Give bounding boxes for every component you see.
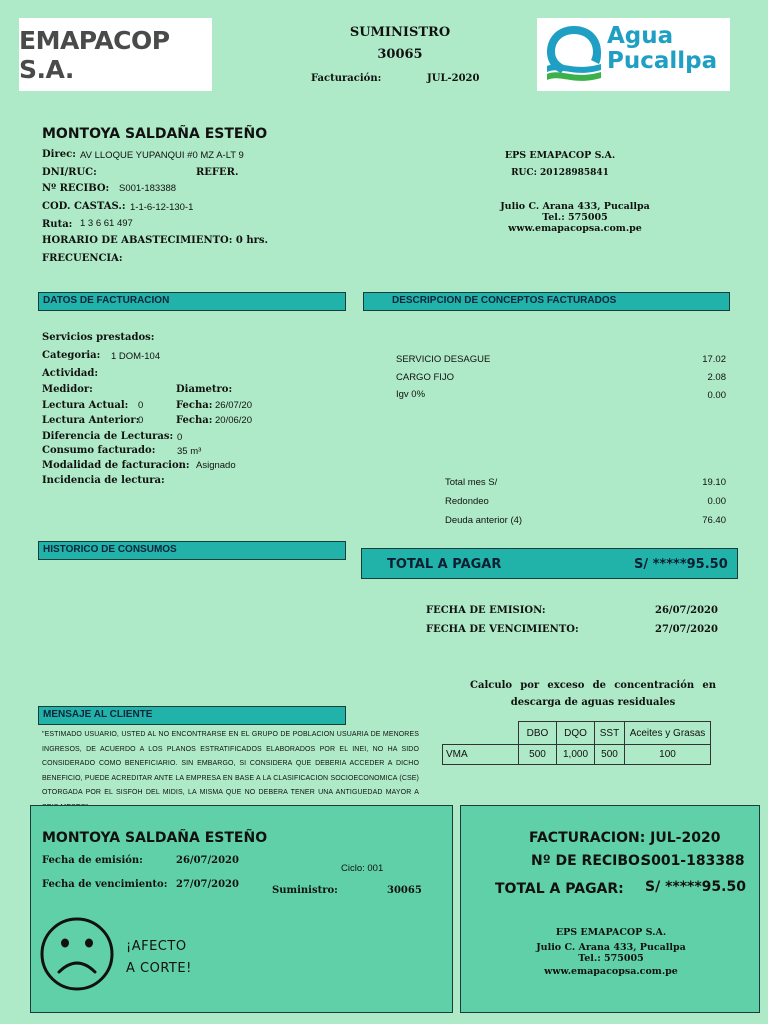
concept-value: 2.08 (707, 372, 726, 383)
stub-company-name: EPS EMAPACOP S.A. (555, 927, 667, 938)
fecha-anterior-value: 20/06/20 (215, 415, 252, 426)
recibo-label: Nº RECIBO: (42, 183, 110, 194)
fecha-anterior-label: Fecha: (176, 415, 213, 426)
section-historico-consumos: HISTORICO DE CONSUMOS (38, 541, 346, 560)
facturacion-label: Facturación: (311, 73, 382, 84)
castas-value: 1-1-6-12-130-1 (130, 202, 194, 213)
stub-total-value: S/ *****95.50 (645, 879, 746, 895)
fecha-actual-label: Fecha: (176, 400, 213, 411)
fecha-emision-value: 26/07/2020 (655, 605, 718, 616)
company-ruc: RUC: 20128985841 (511, 168, 609, 178)
vma-value-cell: 500 (595, 745, 625, 765)
lectura-anterior-value: 0 (138, 415, 144, 426)
modalidad-value: Asignado (196, 460, 236, 471)
redondeo-label: Redondeo (445, 496, 489, 507)
vma-header-cell: DQO (557, 722, 595, 745)
stub-facturacion: FACTURACION: JUL-2020 (529, 830, 721, 846)
direc-value: AV LLOQUE YUPANQUI #0 MZ A-LT 9 (80, 150, 244, 161)
vma-header-row (443, 722, 711, 745)
stub-emision-value: 26/07/2020 (176, 855, 239, 866)
medidor-label: Medidor: (42, 384, 93, 395)
stub-vencimiento-value: 27/07/2020 (176, 879, 239, 890)
fecha-emision-label: FECHA DE EMISION: (426, 605, 546, 616)
section-descripcion-conceptos: DESCRIPCION DE CONCEPTOS FACTURADOS (363, 292, 730, 311)
afecto-corte-warning (126, 936, 192, 980)
castas-label: COD. CASTAS.: (42, 201, 126, 212)
vma-row-label: VMA (443, 745, 519, 765)
vma-value-cell: 500 (519, 745, 557, 765)
diferencia-label: Diferencia de Lecturas: (42, 431, 174, 442)
vma-value-cell: 100 (625, 745, 711, 765)
deuda-anterior-value: 76.40 (702, 515, 726, 526)
vma-header-cell: DBO (519, 722, 557, 745)
concept-label: Igv 0% (396, 389, 426, 400)
stub-recibo-value: S001-183388 (641, 853, 745, 869)
vma-header-cell: SST (595, 722, 625, 745)
vma-value-row (443, 745, 711, 765)
stub-company-address: Julio C. Arana 433, Pucallpa (536, 942, 686, 953)
fecha-actual-value: 26/07/20 (215, 400, 252, 411)
vma-header-cell: Aceites y Grasas (625, 722, 711, 745)
incidencia-label: Incidencia de lectura: (42, 475, 165, 486)
actividad-label: Actividad: (42, 368, 99, 379)
suministro-label: SUMINISTRO (349, 25, 451, 40)
ruta-value: 1 3 6 61 497 (80, 218, 133, 229)
stub-ciclo: Ciclo: 001 (341, 863, 384, 874)
concept-value: 17.02 (702, 354, 726, 365)
vma-value-cell: 1,000 (557, 745, 595, 765)
diferencia-value: 0 (177, 432, 183, 443)
refer-label: REFER. (196, 167, 239, 178)
stub-total-label: TOTAL A PAGAR: (495, 881, 624, 897)
stub-company-info (461, 927, 761, 977)
direc-label: Direc: (42, 149, 76, 160)
afecto-line2: A CORTE! (126, 961, 192, 976)
deuda-anterior-label: Deuda anterior (4) (445, 515, 523, 526)
stub-recibo-label: Nº DE RECIBO: (531, 853, 646, 869)
ruta-label: Ruta: (42, 219, 73, 230)
stub-company-web: www.emapacopsa.com.pe (544, 966, 678, 977)
consumo-value: 35 m³ (177, 446, 202, 457)
vma-empty-cell (443, 722, 519, 745)
modalidad-label: Modalidad de facturacion: (42, 460, 190, 471)
agua-pucallpa-logo (537, 18, 730, 91)
supply-header (300, 22, 500, 66)
company-address: Julio C. Arana 433, Pucallpa (500, 201, 650, 212)
vma-table (442, 721, 711, 765)
stub-emision-label: Fecha de emisión: (42, 855, 143, 866)
stub-company-tel: Tel.: 575005 (578, 953, 644, 964)
total-a-pagar-label: TOTAL A PAGAR (387, 557, 502, 572)
total-a-pagar-bar (361, 548, 738, 579)
concept-label: SERVICIO DESAGUE (396, 354, 491, 365)
stub-suministro-label: Suministro: (272, 885, 338, 896)
calculo-title-line2: descarga de aguas residuales (510, 697, 676, 708)
consumo-label: Consumo facturado: (42, 445, 156, 456)
categoria-label: Categoria: (42, 350, 101, 361)
fecha-vencimiento-value: 27/07/2020 (655, 624, 718, 635)
mensaje-cliente-text: "ESTIMADO USUARIO, USTED AL NO ENCONTRARSE EN EL GRUPO DE POBLACION USUARIA DE MENORES INGRESOS, DE ACUERDO A LOS PLANOS ESTRATIFICADOS ELABORADOS POR EL INEI, NO HA SIDO CONSIDERADO COMO BENEFICIARIO. SIN EMBARGO, SI CONSIDERA QUE DEBERIA ACCEDER A DICHO BENEFICIO, PUEDE ACREDITAR ANTE LA EMPRESA EN BASE A LA CLASIFICACION SOCIOECONOMICA (CSE) OTORGADA POR EL SISFOH DEL MIDIS, LA MISMA QUE NO DEBERA TENER UNA ANTIGUEDAD MAYOR A (42, 731, 419, 796)
lectura-actual-label: Lectura Actual: (42, 400, 129, 411)
stub-left (30, 805, 453, 1013)
diametro-label: Diametro: (176, 384, 233, 395)
company-name: EPS EMAPACOP S.A. (504, 150, 616, 161)
client-name: MONTOYA SALDAÑA ESTEÑO (42, 126, 268, 142)
recibo-value: S001-183388 (119, 183, 177, 194)
afecto-line1: ¡AFECTO (126, 939, 187, 954)
concept-label: CARGO FIJO (396, 372, 455, 383)
concept-value: 0.00 (707, 390, 726, 401)
stub-right (460, 805, 760, 1013)
agua-logo-text (607, 24, 717, 74)
stub-client-name: MONTOYA SALDAÑA ESTEÑO (42, 830, 268, 846)
total-mes-label: Total mes S/ (445, 477, 498, 488)
emapacop-logo (19, 18, 212, 91)
agua-logo-line2: Pucallpa (607, 48, 718, 74)
categoria-value: 1 DOM-104 (111, 351, 161, 362)
frecuencia-label: FRECUENCIA: (42, 253, 123, 264)
agua-logo-line1: Agua (607, 23, 674, 49)
stub-suministro-value: 30065 (387, 885, 422, 896)
section-datos-facturacion: DATOS DE FACTURACION (38, 292, 346, 311)
section-mensaje-cliente: MENSAJE AL CLIENTE (38, 706, 346, 725)
lectura-actual-value: 0 (138, 400, 144, 411)
horario-label: HORARIO DE ABASTECIMIENTO: 0 hrs. (42, 235, 269, 246)
facturacion-value: JUL-2020 (427, 73, 480, 84)
servicios-label: Servicios prestados: (42, 332, 155, 343)
stub-vencimiento-label: Fecha de vencimiento: (42, 879, 168, 890)
wave-logo-icon (543, 22, 605, 86)
company-contact (445, 201, 705, 234)
calculo-title-line1: Calculo por exceso de concentración en (470, 680, 716, 691)
emapacop-logo-text: EMAPACOP S.A. (19, 25, 170, 84)
company-web: www.emapacopsa.com.pe (508, 223, 642, 234)
dni-label: DNI/RUC: (42, 167, 97, 178)
sad-face-icon (39, 916, 115, 992)
total-mes-value: 19.10 (702, 477, 726, 488)
total-a-pagar-value: S/ *****95.50 (634, 557, 728, 572)
suministro-number: 30065 (377, 47, 423, 62)
lectura-anterior-label: Lectura Anterior: (42, 415, 140, 426)
company-tel: Tel.: 575005 (542, 212, 608, 223)
fecha-vencimiento-label: FECHA DE VENCIMIENTO: (426, 624, 579, 635)
redondeo-value: 0.00 (707, 496, 726, 507)
